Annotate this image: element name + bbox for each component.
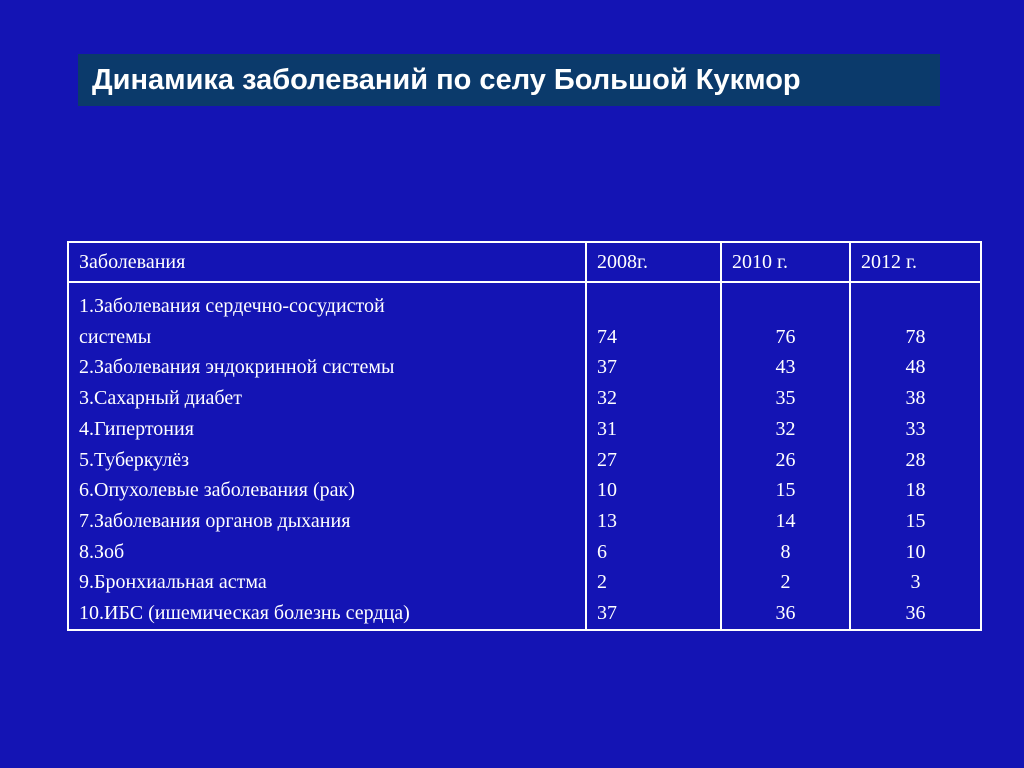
title-banner [78, 54, 940, 106]
value-2008: 31 [597, 417, 617, 440]
disease-name: 1.Заболевания сердечно-сосудистой [79, 295, 385, 317]
values-2008-list [587, 291, 720, 629]
value-2010: 14 [775, 509, 796, 532]
header-2010: 2010 г. [721, 242, 850, 282]
value-2010: 43 [775, 356, 796, 379]
value-2012: 48 [905, 356, 926, 379]
diseases-cell [68, 282, 586, 630]
value-2012: 15 [905, 509, 926, 532]
value-2008: 32 [597, 387, 617, 410]
values-2010-cell [721, 282, 850, 630]
value-2008: 2 [597, 571, 607, 594]
table-header-row [68, 242, 981, 282]
disease-name: 9.Бронхиальная астма [79, 571, 267, 594]
value-2008: 6 [597, 540, 607, 563]
value-2012: 36 [905, 602, 926, 625]
value-2010: 26 [775, 448, 796, 471]
value-2010: 2 [780, 571, 791, 594]
value-2012: 3 [910, 571, 921, 594]
value-2010: 8 [780, 540, 791, 563]
disease-name: 7.Заболевания органов дыхания [79, 509, 351, 532]
values-2012-list [851, 291, 980, 629]
value-2010: 36 [775, 602, 796, 625]
table-body-row [68, 282, 981, 630]
value-2010: 35 [775, 387, 796, 410]
value-2012: 33 [905, 417, 926, 440]
value-2008: 27 [597, 448, 617, 471]
disease-name: 4.Гипертония [79, 417, 194, 440]
disease-name: 3.Сахарный диабет [79, 387, 242, 410]
value-2010: 32 [775, 417, 796, 440]
header-diseases: Заболевания [68, 242, 586, 282]
value-2010: 76 [775, 325, 796, 348]
value-2008: 37 [597, 356, 617, 379]
disease-table [67, 241, 982, 631]
disease-name: 10.ИБС (ишемическая болезнь сердца) [79, 602, 410, 625]
diseases-list [69, 291, 585, 629]
header-2008: 2008г. [586, 242, 721, 282]
value-2012: 18 [905, 479, 926, 502]
value-2008: 13 [597, 509, 617, 532]
values-2008-cell [586, 282, 721, 630]
disease-name: 5.Туберкулёз [79, 448, 190, 471]
value-2012: 78 [905, 325, 926, 348]
values-2010-list [722, 291, 849, 629]
disease-name: системы [79, 325, 152, 348]
header-2012: 2012 г. [850, 242, 981, 282]
disease-name: 6.Опухолевые заболевания (рак) [79, 479, 355, 502]
value-2012: 28 [905, 448, 926, 471]
value-2008: 10 [597, 479, 617, 502]
slide-title: Динамика заболеваний по селу Большой Кукмор [92, 63, 801, 96]
value-2010: 15 [775, 479, 796, 502]
value-2012: 38 [905, 387, 926, 410]
value-2008: 37 [597, 602, 617, 625]
value-2008: 74 [597, 325, 617, 348]
disease-name: 8.Зоб [79, 540, 125, 563]
disease-name: 2.Заболевания эндокринной системы [79, 356, 395, 379]
values-2012-cell [850, 282, 981, 630]
value-2012: 10 [905, 540, 926, 563]
